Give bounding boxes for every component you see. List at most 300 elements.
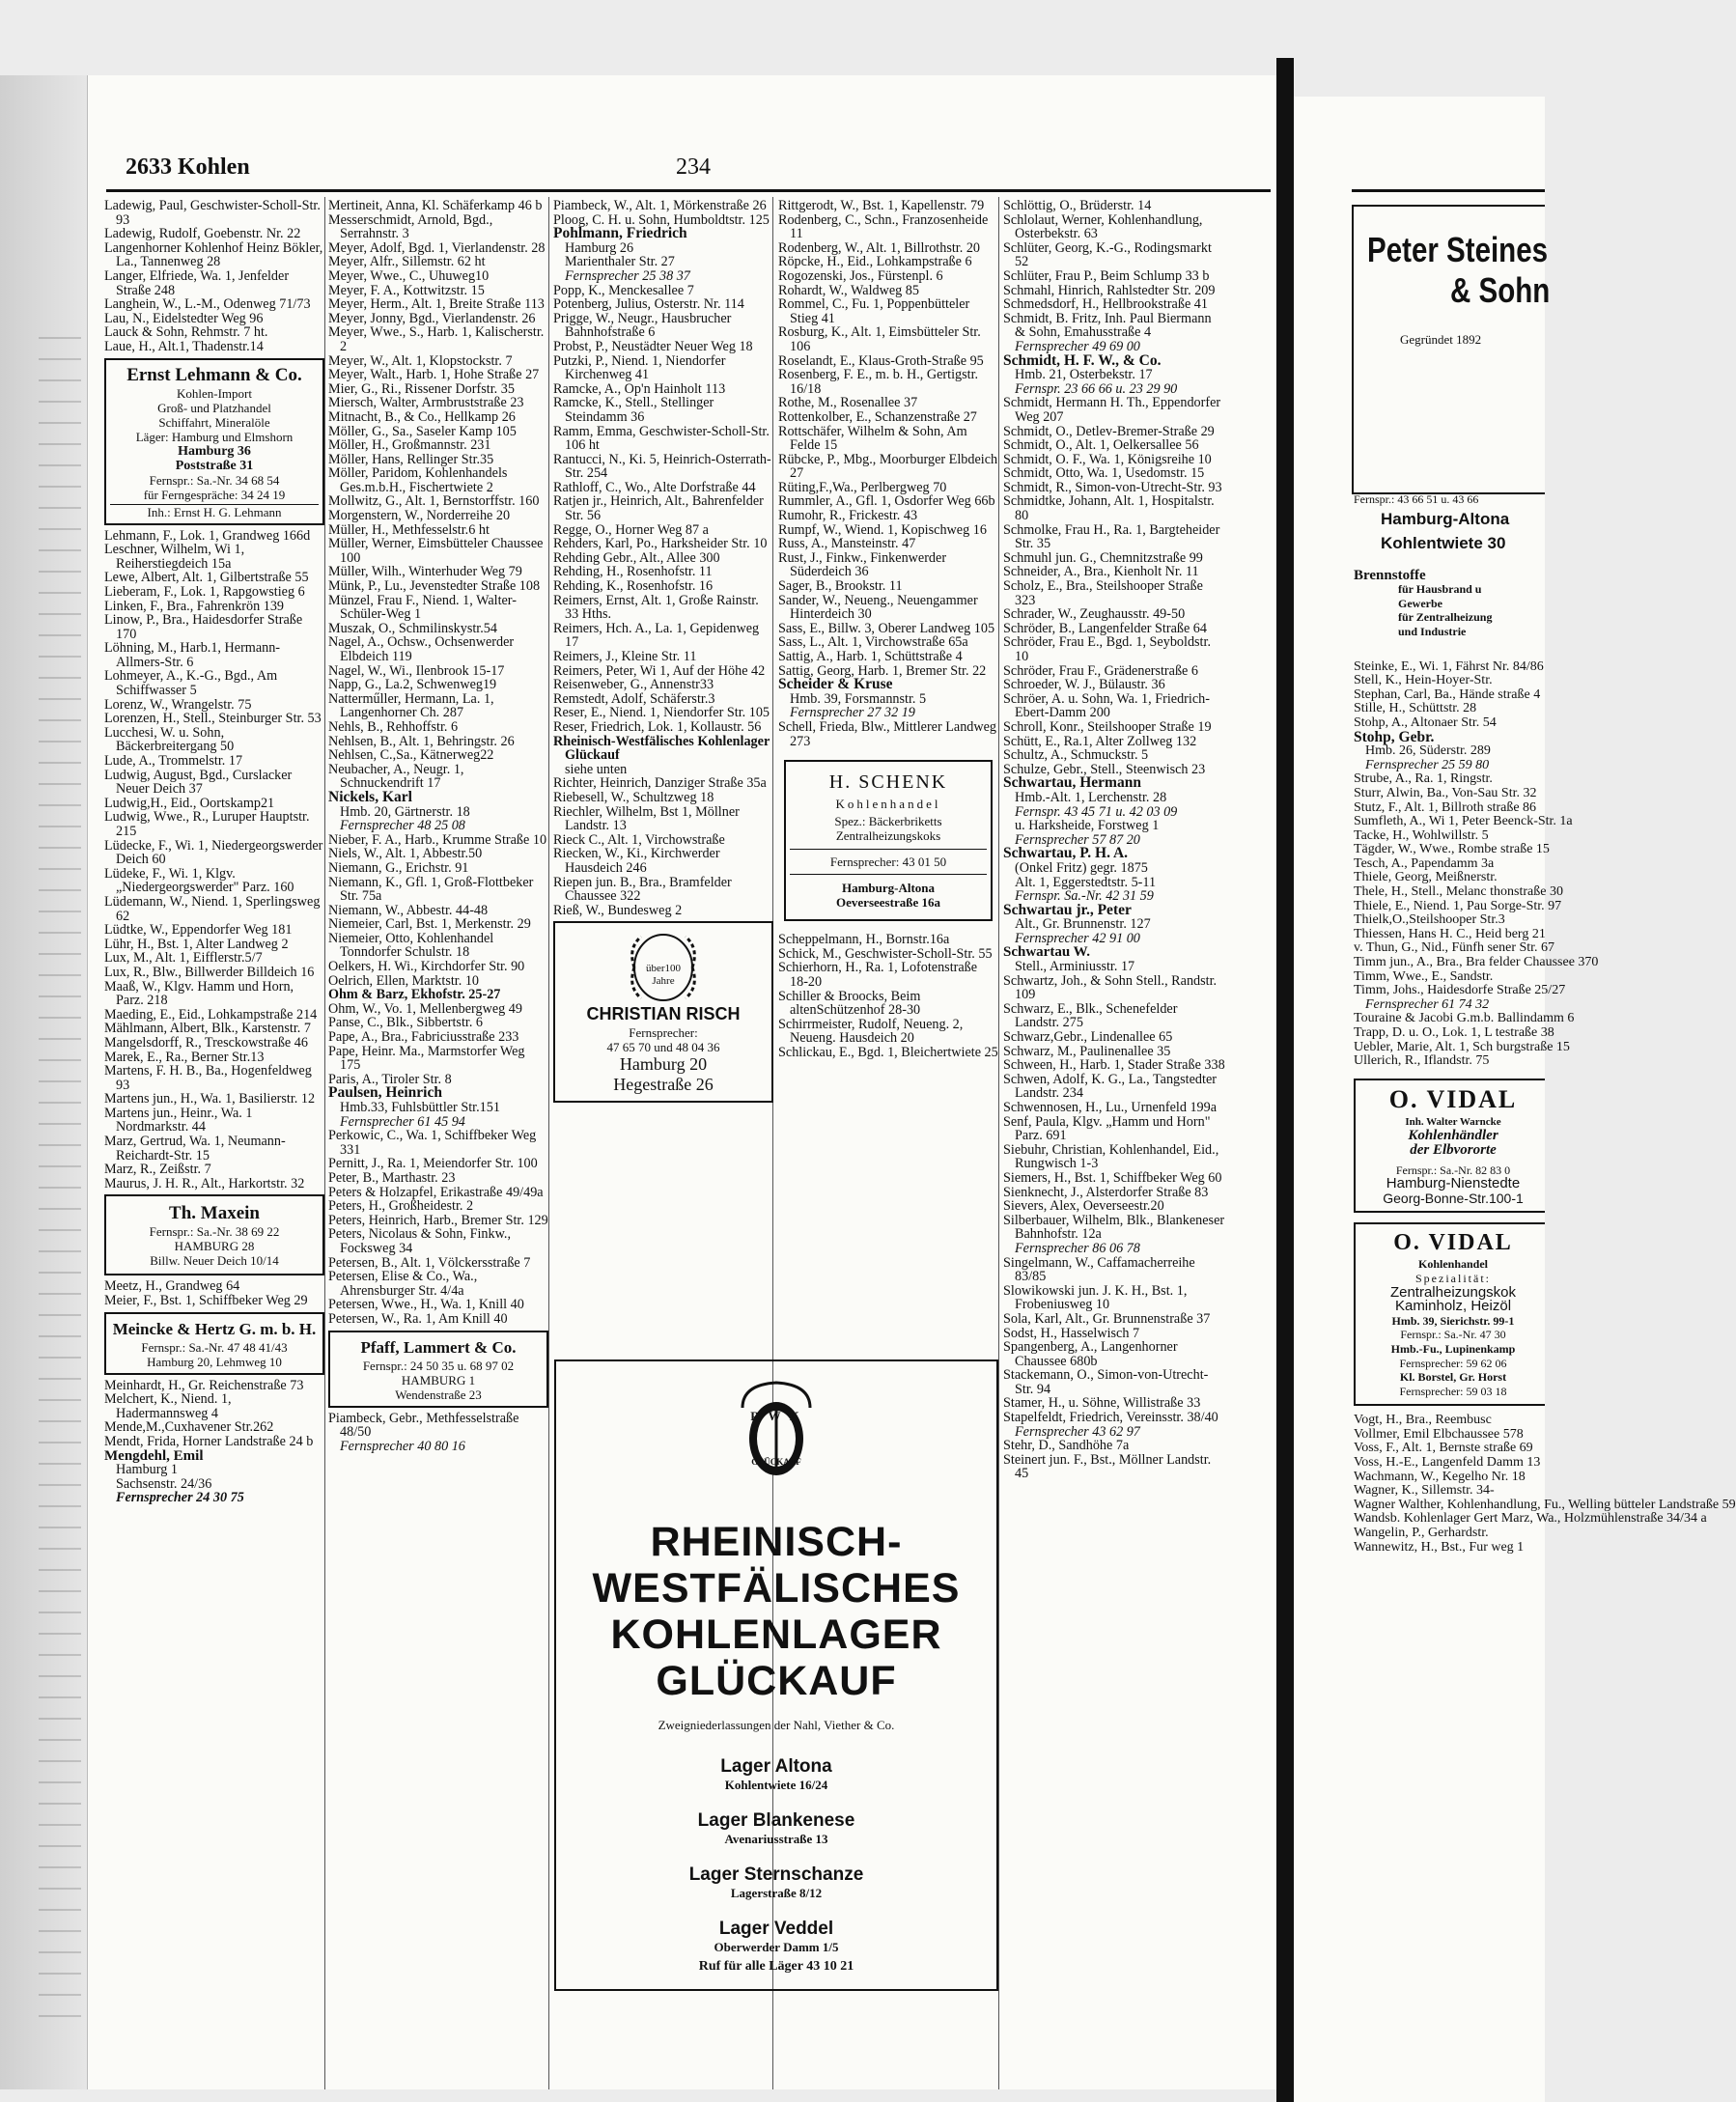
list-item: Schlüter, Georg, K.-G., Rodingsmarkt 52 bbox=[1003, 239, 1212, 270]
list-item: Niemeier, Carl, Bst. 1, Merkenstr. 29 bbox=[328, 916, 531, 933]
list-item: Lüdemann, W., Niend. 1, Sperlingsweg 62 bbox=[104, 893, 321, 924]
list-item: Münk, P., Lu., Jevenstedter Straße 108 bbox=[328, 578, 541, 595]
ad-line: Hamburg-Altona bbox=[1381, 509, 1510, 528]
column-2 bbox=[328, 199, 548, 1453]
list-item: Panse, C., Blk., Sibbertstr. 6 bbox=[328, 1015, 484, 1031]
list-item: Lüdeke, F., Wi. 1, Klgv. „Niedergeorgswerder" Parz. 160 bbox=[104, 865, 294, 896]
list-item: Wagner, K., Sillemstr. 34- bbox=[1354, 1483, 1495, 1499]
entry-list bbox=[553, 199, 773, 227]
ad-line: Fernsprecher: 59 62 06 bbox=[1399, 1356, 1507, 1370]
lager-name: Lager Sternschanze bbox=[688, 1864, 864, 1885]
list-item: Meyer, F. A., Kottwitzstr. 15 bbox=[328, 282, 485, 298]
ad-line: Fernsprecher: 59 03 18 bbox=[1399, 1384, 1507, 1398]
list-item: Paris, A., Tiroler Str. 8 bbox=[328, 1071, 452, 1087]
list-item: Martens jun., Heinr., Wa. 1 Nordmarkstr. 44 bbox=[104, 1105, 253, 1135]
listing-line: Fernspr. Sa.-Nr. 42 31 59 bbox=[1015, 888, 1154, 905]
list-item: Rehders, Karl, Po., Harksheider Str. 10 bbox=[553, 536, 768, 552]
ad-title: Meincke & Hertz G. m. b. H. bbox=[112, 1319, 317, 1338]
ad-line: Fernspr.: Sa.-Nr. 47 30 bbox=[1400, 1328, 1506, 1342]
list-item: Sattig, A., Harb. 1, Schüttstraße 4 bbox=[778, 649, 963, 664]
list-item: Lehmann, F., Lok. 1, Grandweg 166d bbox=[104, 527, 311, 544]
ad-line: Kaminholz, Heizöl bbox=[1394, 1298, 1512, 1315]
ad-line: Oeverseestraße 16a bbox=[836, 895, 940, 911]
list-item: Lauck & Sohn, Rehmstr. 7 ht. bbox=[104, 324, 268, 341]
list-item-phone: Fernsprecher 61 74 32 bbox=[1365, 996, 1490, 1012]
list-item: Perkowic, C., Wa. 1, Schiffbeker Weg 331 bbox=[328, 1128, 537, 1158]
list-item: Wangelin, P., Gerhardstr. bbox=[1354, 1526, 1489, 1541]
list-item: Melchert, K., Niend. 1, Hadermannsweg 4 bbox=[104, 1391, 232, 1421]
ad-title: & Sohn bbox=[1450, 270, 1551, 310]
ad-line: Fernspr.: Sa.-Nr. 38 69 22 bbox=[149, 1224, 280, 1240]
list-item: Senf, Paula, Klgv. „Hamm und Horn" Parz. 691 bbox=[1003, 1113, 1211, 1144]
list-item: Natterműller, Hermann, La. 1, Langenhorner Ch. 287 bbox=[328, 690, 494, 721]
ad-title-line: KOHLENLAGER bbox=[610, 1612, 942, 1658]
ad-line: Gegründet 1892 bbox=[1400, 332, 1482, 347]
list-item: Mendt, Frida, Horner Landstraße 24 b bbox=[104, 1434, 314, 1449]
list-item: Thele, H., Stell., Melanc thonstraße 30 bbox=[1354, 884, 1563, 900]
list-item: Rodenberg, W., Alt. 1, Billrothstr. 20 bbox=[778, 239, 981, 256]
list-item-bold: Mengdehl, Emil bbox=[104, 1447, 204, 1464]
ad-line: Spez.: Bäckerbriketts bbox=[834, 814, 942, 829]
entry-list bbox=[328, 833, 548, 1087]
list-item: Lau, N., Eidelstedter Weg 96 bbox=[104, 310, 264, 326]
list-item: Uebler, Marie, Alt. 1, Sch burgstraße 15 bbox=[1354, 1039, 1570, 1054]
list-item: Stehr, D., Sandhöhe 7a bbox=[1003, 1438, 1130, 1454]
list-item: Reimers, Ernst, Alt. 1, Große Rainstr. 33 Hths. bbox=[553, 592, 759, 623]
column-divider bbox=[324, 197, 325, 2089]
list-item: Laue, H., Alt.1, Thadenstr.14 bbox=[104, 338, 264, 354]
lager-address: Avenariusstraße 13 bbox=[724, 1832, 828, 1846]
list-item: Nehls, B., Rehhoffstr. 6 bbox=[328, 718, 459, 735]
list-item: Peters, Nicolaus & Sohn, Finkw., Focksweg 34 bbox=[328, 1226, 512, 1256]
ad-line: Brennstoffe bbox=[1354, 567, 1426, 583]
ad-line: Groß- und Platzhandel bbox=[157, 400, 271, 415]
list-item: Oelrich, Ellen, Marktstr. 10 bbox=[328, 972, 480, 989]
listing-line: Fernsprecher 61 45 94 bbox=[340, 1113, 465, 1130]
list-item-phone: Fernsprecher 86 06 78 bbox=[1015, 1240, 1140, 1256]
page-header bbox=[126, 154, 1271, 193]
list-item: Wachmann, W., Kegelho Nr. 18 bbox=[1354, 1469, 1526, 1484]
list-item: Petersen, W., Ra. 1, Am Knill 40 bbox=[328, 1310, 508, 1327]
list-item: Reimers, Peter, Wi 1, Auf der Höhe 42 bbox=[553, 662, 766, 679]
list-item-phone: Fernsprecher 49 69 00 bbox=[1015, 338, 1140, 354]
ad-line: Kohlenhandel bbox=[1417, 1257, 1489, 1272]
listing-line: (Onkel Fritz) gegr. 1875 bbox=[1015, 859, 1148, 876]
list-item: Langhein, W., L.-M., Odenweg 71/73 bbox=[104, 296, 311, 313]
lager-name: Lager Altona bbox=[720, 1756, 832, 1777]
list-item: Schwen, Adolf, K. G., La., Tangstedter Landstr. 234 bbox=[1003, 1071, 1217, 1102]
list-item: Möller, Paridom, Kohlenhandels Ges.m.b.H., Fischertwiete 2 bbox=[328, 465, 508, 495]
list-item: Sienknecht, J., Alsterdorfer Straße 83 bbox=[1003, 1184, 1209, 1200]
list-item: Lewe, Albert, Alt. 1, Gilbertstraße 55 bbox=[104, 570, 309, 586]
ad-line: Inh.: Ernst H. G. Lehmann bbox=[110, 504, 319, 519]
listing-name: Pohlmann, Friedrich bbox=[553, 225, 687, 242]
list-item: Voss, H.-E., Langenfeld Damm 13 bbox=[1354, 1455, 1541, 1471]
list-item: Ladewig, Rudolf, Goebenstr. Nr. 22 bbox=[104, 226, 301, 242]
list-item: Schröder, B., Langenfelder Straße 64 bbox=[1003, 620, 1207, 636]
list-item: Richter, Heinrich, Danziger Straße 35a bbox=[553, 775, 767, 792]
list-item: Popp, K., Menckesallee 7 bbox=[553, 282, 694, 298]
ad-subtitle: Zweigniederlassungen der Nahl, Viether & Co. bbox=[658, 1718, 895, 1732]
ad-phone: Ruf für alle Läger 43 10 21 bbox=[698, 1959, 854, 1974]
list-item: Stackemann, O., Simon-von-Utrecht-Str. 94 bbox=[1003, 1367, 1209, 1397]
listing-line: Fernsprecher 57 87 20 bbox=[1015, 831, 1140, 848]
ad-line: Hamburg-Altona bbox=[841, 881, 936, 896]
list-item: Trapp, D. u. O., Lok. 1, L testraße 38 bbox=[1354, 1025, 1554, 1040]
list-item: Schmidt, O., Alt. 1, Oelkersallee 56 bbox=[1003, 437, 1199, 454]
list-item: Meier, F., Bst. 1, Schiffbeker Weg 29 bbox=[104, 1293, 308, 1309]
list-item: Sodst, H., Hasselwisch 7 bbox=[1003, 1325, 1140, 1341]
list-item: Niemeier, Otto, Kohlenhandel Tonndorfer Schulstr. 18 bbox=[328, 930, 494, 961]
list-item: Thiele, E., Niend. 1, Pau Sorge-Str. 97 bbox=[1354, 898, 1562, 913]
list-item: Miersch, Walter, Armbruststraße 23 bbox=[328, 395, 524, 411]
ad-line: Kohlen-Import bbox=[177, 385, 252, 401]
entry-list bbox=[778, 933, 998, 1059]
ad-line: Schiffahrt, Mineralöle bbox=[158, 414, 270, 430]
ad-title: Ernst Lehmann & Co. bbox=[126, 364, 302, 385]
list-item: Remstedt, Adolf, Schäferstr.3 bbox=[553, 690, 715, 707]
listing-line: Fernspr. 23 66 66 u. 23 29 90 bbox=[1015, 380, 1178, 397]
entry-list bbox=[1003, 199, 1225, 354]
ad-line: Georg-Bonne-Str.100-1 bbox=[1383, 1190, 1524, 1206]
ad-line: Fernspr.: 43 66 51 u. 43 66 bbox=[1354, 492, 1479, 506]
list-item: Rüting,F.,Wa., Perlbergweg 70 bbox=[778, 479, 947, 495]
entry-list bbox=[1003, 396, 1225, 776]
list-item: Reimers, J., Kleine Str. 11 bbox=[553, 649, 697, 664]
list-item: Strube, A., Ra. 1, Ringstr. bbox=[1354, 771, 1493, 787]
list-item: Reimers, Hch. A., La. 1, Gepidenweg 17 bbox=[553, 620, 760, 651]
list-item: Schierhorn, H., Ra. 1, Lofotenstraße 18-20 bbox=[778, 960, 978, 990]
list-item: Stohp, A., Altonaer Str. 54 bbox=[1354, 715, 1497, 730]
list-item: Voss, F., Alt. 1, Bernste straße 69 bbox=[1354, 1441, 1533, 1456]
list-item: Fernsprecher 25 59 80 bbox=[1365, 757, 1490, 772]
left-edge-ticks bbox=[39, 328, 81, 2018]
listing-line: u. Harksheide, Forstweg 1 bbox=[1015, 818, 1160, 834]
list-item: Hmb. 26, Süderstr. 289 bbox=[1365, 743, 1491, 759]
listing-name: Schwartau, P. H. A. bbox=[1003, 845, 1129, 862]
list-item: Schlickau, E., Bgd. 1, Bleichertwiete 25 bbox=[778, 1044, 998, 1060]
list-item: Pape, A., Bra., Fabriciusstraße 233 bbox=[328, 1029, 519, 1046]
list-item: Nagel, W., Wi., Ilenbrook 15-17 bbox=[328, 662, 505, 679]
ad-ernst-lehmann bbox=[104, 358, 324, 525]
listing-pohlmann bbox=[553, 227, 773, 283]
ad-line: für Ferngespräche: 34 24 19 bbox=[143, 487, 286, 502]
list-item: Mende,M.,Cuxhavener Str.262 bbox=[104, 1419, 274, 1436]
list-item: Schmidt, O. F., Wa. 1, Königsreihe 10 bbox=[1003, 451, 1212, 467]
list-item: Sumfleth, A., Wi 1, Peter Beenck-Str. 1a bbox=[1354, 814, 1573, 829]
lager-name: Lager Blankenese bbox=[697, 1810, 855, 1831]
list-item: Mangelsdorff, R., Tresckowstraße 46 bbox=[104, 1034, 308, 1051]
list-item: Peters & Holzapfel, Erikastraße 49/49a bbox=[328, 1184, 544, 1200]
list-item: Steinke, E., Wi. 1, Fährst Nr. 84/86 bbox=[1354, 659, 1544, 674]
list-item: Napp, G., La.2, Schwenweg19 bbox=[328, 677, 497, 693]
list-item: Tacke, H., Wohlwillstr. 5 bbox=[1354, 827, 1489, 843]
listing-line: Hmb. 21, Osterbekstr. 17 bbox=[1015, 367, 1153, 383]
list-item: Sattig, Georg, Harb. 1, Bremer Str. 22 bbox=[778, 662, 987, 679]
list-item: Singelmann, W., Caffamacherreihe 83/85 bbox=[1003, 1254, 1195, 1285]
list-item: Langer, Elfriede, Wa. 1, Jenfelder Straße 248 bbox=[104, 267, 290, 298]
list-item: Potenberg, Julius, Osterstr. Nr. 114 bbox=[553, 296, 744, 313]
listing-line: Hmb. 39, Forsmannstr. 5 bbox=[790, 690, 927, 707]
list-item: Russ, A., Mansteinstr. 47 bbox=[778, 536, 916, 552]
column-5 bbox=[1003, 199, 1225, 1481]
list-item: Timm jun., A., Bra., Bra felder Chaussee 370 bbox=[1354, 955, 1599, 970]
list-item: Stell., Arminiusstr. 17 bbox=[1015, 959, 1135, 975]
list-item: Wannewitz, H., Bst., Fur weg 1 bbox=[1354, 1539, 1525, 1555]
list-item: Schulze, Gebr., Stell., Steenwisch 23 bbox=[1003, 761, 1206, 777]
ad-line: HAMBURG 1 bbox=[401, 1372, 476, 1387]
ad-o-vidal-2 bbox=[1354, 1222, 1545, 1406]
list-item: Peter, B., Marthastr. 23 bbox=[328, 1169, 456, 1186]
listing-line: Fernspr. 43 45 71 u. 42 03 09 bbox=[1015, 803, 1178, 820]
list-item: Sachsenstr. 24/36 bbox=[116, 1475, 212, 1492]
list-item: Meyer, Jonny, Bgd., Vierlandenstr. 26 bbox=[328, 310, 536, 326]
section-page-code: 2633 Kohlen bbox=[126, 154, 250, 180]
list-item: Schlolaut, Werner, Kohlenhandlung, Osterbekstr. 63 bbox=[1003, 211, 1203, 242]
list-item: Stell, K., Hein-Hoyer-Str. bbox=[1354, 673, 1493, 688]
list-item: Lieberam, F., Lok. 1, Rapgowstieg 6 bbox=[104, 583, 305, 600]
logo-text: GLÜCKAUF bbox=[751, 1457, 801, 1467]
column-1 bbox=[104, 199, 324, 1505]
ad-title: H. SCHENK bbox=[828, 771, 948, 794]
ad-th-maxein bbox=[104, 1194, 324, 1275]
list-item: Ploog, C. H. u. Sohn, Humboldtstr. 125 bbox=[553, 211, 770, 228]
list-item: Rottenkolber, E., Schanzenstraße 27 bbox=[778, 408, 977, 425]
list-item: Ladewig, Paul, Geschwister-Scholl-Str. 93 bbox=[104, 198, 321, 228]
ad-line: HAMBURG 28 bbox=[174, 1239, 255, 1254]
list-item: Reser, Friedrich, Lok. 1, Kollaustr. 56 bbox=[553, 718, 762, 735]
header-rule bbox=[106, 189, 1271, 192]
list-item: Schween, H., Harb. 1, Stader Straße 338 bbox=[1003, 1057, 1225, 1074]
list-item: Niels, W., Alt. 1, Abbestr.50 bbox=[328, 846, 483, 862]
list-item: Thiele, Georg, Meißnerstr. bbox=[1354, 870, 1498, 885]
listing-line: Hamburg 26 bbox=[565, 239, 634, 256]
listing-line: Fernsprecher 42 91 00 bbox=[1015, 930, 1140, 946]
entry-list bbox=[1354, 659, 1599, 1069]
facing-page-top-rule bbox=[1352, 189, 1545, 192]
list-item: Rieck C., Alt. 1, Virchowstraße bbox=[553, 831, 725, 848]
book-gutter bbox=[1276, 58, 1294, 2102]
list-item: Rosenberg, F. E., m. b. H., Gertigstr. 16/18 bbox=[778, 367, 979, 397]
ad-peter-steines bbox=[1352, 205, 1551, 494]
list-item: Rust, J., Finkw., Finkenwerder Süderdeich 36 bbox=[778, 549, 947, 580]
list-item: Linken, F., Bra., Fahrenkrön 139 bbox=[104, 598, 285, 614]
list-item: Peters, Heinrich, Harb., Bremer Str. 129 bbox=[328, 1212, 548, 1228]
list-item: Schmahl, Hinrich, Rahlstedter Str. 209 bbox=[1003, 282, 1216, 298]
list-item: Mollwitz, G., Alt. 1, Bernstorffstr. 160 bbox=[328, 493, 540, 510]
ad-title: Pfaff, Lammert & Co. bbox=[360, 1337, 517, 1357]
list-item: Löhning, M., Harb.1, Hermann-Allmers-Str. 6 bbox=[104, 640, 281, 670]
ad-christian-risch bbox=[553, 921, 773, 1103]
listing-line: Alt., Gr. Brunnenstr. 127 bbox=[1015, 916, 1151, 933]
list-item: Neubacher, A., Neugr. 1, Schnuckendrift 17 bbox=[328, 761, 464, 792]
list-item: Rothe, M., Rosenallee 37 bbox=[778, 395, 918, 411]
list-item: Lucchesi, W. u. Sohn, Bäckerbreitergang 50 bbox=[104, 724, 235, 755]
ad-line: Fernspr.: 24 50 35 u. 68 97 02 bbox=[362, 1358, 515, 1373]
list-item: Schmidt, B. Fritz, Inh. Paul Biermann & Sohn, Emahusstraße 4 bbox=[1003, 310, 1212, 341]
list-item: Scholz, E., Bra., Steilshooper Straße 323 bbox=[1003, 578, 1203, 608]
list-item: Schwennosen, H., Lu., Urnenfeld 199a bbox=[1003, 1100, 1218, 1115]
list-item: Tägder, W., Wwe., Rombe straße 15 bbox=[1354, 842, 1550, 857]
list-item: Touraine & Jacobi G.m.b. Ballindamm 6 bbox=[1354, 1011, 1575, 1026]
list-item: Vogt, H., Bra., Reembusc bbox=[1354, 1413, 1492, 1428]
list-item: Schröder, Frau F., Grädenerstraße 6 bbox=[1003, 662, 1198, 679]
list-item: Schroeder, W. J., Bülaustr. 36 bbox=[1003, 677, 1165, 693]
list-item: Maaß, W., Klgv. Hamm und Horn, Parz. 218 bbox=[104, 978, 294, 1009]
list-item: Slowikowski jun. J. K. H., Bst. 1, Frobeniusweg 10 bbox=[1003, 1282, 1188, 1313]
ad-title: O. VIDAL bbox=[1388, 1084, 1518, 1113]
list-item: Wagner Walther, Kohlenhandlung, Fu., Welling bütteler Landstraße 59 bbox=[1354, 1497, 1736, 1512]
ad-line: Hamburg 36 bbox=[178, 443, 251, 459]
list-item: Sola, Karl, Alt., Gr. Brunnenstraße 37 bbox=[1003, 1310, 1211, 1327]
listing-line: Fernsprecher 27 32 19 bbox=[790, 705, 915, 721]
list-item: Timm, Johs., Haidesdorfe Straße 25/27 bbox=[1354, 983, 1566, 998]
list-item: Sievers, Alex, Oeverseestr.20 bbox=[1003, 1198, 1164, 1215]
list-item: Rohardt, W., Waldweg 85 bbox=[778, 282, 919, 298]
list-item: Schmuhl jun. G., Chemnitzstraße 99 bbox=[1003, 549, 1203, 566]
ad-title: Th. Maxein bbox=[169, 1203, 260, 1224]
list-item: Schütt, E., Ra.1, Alter Zollweg 132 bbox=[1003, 733, 1197, 749]
column-divider bbox=[548, 197, 549, 2089]
lager-address: Lagerstraße 8/12 bbox=[730, 1886, 823, 1900]
column-3 bbox=[553, 199, 773, 1107]
list-item: Rommel, C., Fu. 1, Poppenbütteler Stieg 41 bbox=[778, 296, 970, 326]
entry-list bbox=[553, 284, 773, 918]
list-item-phone: Fernsprecher 43 62 97 bbox=[1015, 1423, 1140, 1440]
ad-line: Läger: Hamburg und Elmshorn bbox=[135, 429, 294, 444]
ad-line: Kohlentwiete 30 bbox=[1381, 533, 1506, 552]
list-item: Lohmeyer, A., K.-G., Bgd., Am Schiffwasser 5 bbox=[104, 668, 278, 699]
ad-title: Peter Steines bbox=[1367, 230, 1549, 269]
list-item: Sturr, Alwin, Ba., Von-Sau Str. 32 bbox=[1354, 785, 1537, 800]
list-item: Probst, P., Neustädter Neuer Weg 18 bbox=[553, 338, 753, 354]
list-item: Schrader, W., Zeughausstr. 49-50 bbox=[1003, 606, 1186, 623]
list-item: Meyer, Walt., Harb. 1, Hohe Straße 27 bbox=[328, 367, 540, 383]
list-item: Lux, M., Alt. 1, Eifflerstr.5/7 bbox=[104, 950, 263, 967]
list-item: Lorenz, W., Wrangelstr. 75 bbox=[104, 696, 252, 713]
listing-name: Scheider & Kruse bbox=[778, 676, 893, 693]
list-item: Prigge, W., Neugr., Hausbrucher Bahnhofstraße 6 bbox=[553, 310, 732, 341]
list-item: Meyer, Herm., Alt. 1, Breite Straße 113 bbox=[328, 296, 545, 313]
list-item: Maeding, E., Eid., Lohkampstraße 214 bbox=[104, 1006, 318, 1023]
list-item: Niemann, K., Gfl. 1, Groß-Flottbeker Str. 75a bbox=[328, 874, 534, 905]
listing-line: Fernsprecher 48 25 08 bbox=[340, 818, 465, 834]
entry-list bbox=[104, 1379, 324, 1505]
list-item: Putzki, P., Niend. 1, Niendorfer Kirchenweg 41 bbox=[553, 352, 726, 383]
list-item: Möller, Hans, Rellinger Str.35 bbox=[328, 451, 494, 467]
list-item: Morgenstern, W., Norderreihe 20 bbox=[328, 508, 511, 524]
list-item: Piambeck, Gebr., Methfesselstraße 48/50 bbox=[328, 1410, 519, 1441]
entry-list bbox=[778, 720, 998, 748]
listing-schwartau-hermann bbox=[1003, 776, 1225, 847]
ad-meincke-hertz bbox=[104, 1312, 324, 1375]
listing-nickels bbox=[328, 788, 548, 834]
list-item: Schirrmeister, Rudolf, Neueng. 2, Neueng. Hausdeich 20 bbox=[778, 1016, 964, 1047]
entry-list bbox=[1354, 1413, 1736, 1555]
list-item: Mählmann, Albert, Blk., Karstenstr. 7 bbox=[104, 1021, 311, 1037]
list-item: Sager, B., Brookstr. 11 bbox=[778, 578, 903, 595]
list-item: Siemers, H., Bst. 1, Schiffbeker Weg 60 bbox=[1003, 1169, 1222, 1186]
list-item: Schwartz, Joh., & Sohn Stell., Randstr. 109 bbox=[1003, 972, 1218, 1003]
list-item: siehe unten bbox=[565, 761, 628, 777]
list-item: Nehlsen, C.,Sa., Kätnerweg22 bbox=[328, 747, 494, 764]
entry-list bbox=[328, 1129, 548, 1326]
ad-line: Kl. Borstel, Gr. Horst bbox=[1399, 1370, 1507, 1385]
list-item: Schmedsdorf, H., Hellbrookstraße 41 bbox=[1003, 296, 1208, 313]
ad-line: und Industrie bbox=[1398, 624, 1467, 638]
list-item: Münzel, Frau F., Niend. 1, Walter-Schüler-Weg 1 bbox=[328, 592, 517, 623]
list-item: Schroll, Konr., Steilshooper Straße 19 bbox=[1003, 718, 1212, 735]
list-item: Meetz, H., Grandweg 64 bbox=[104, 1278, 240, 1295]
ad-line: Hmb.-Fu., Lupinenkamp bbox=[1390, 1341, 1516, 1356]
list-item: Schultz, A., Schmuckstr. 5 bbox=[1003, 747, 1149, 764]
list-item: Schiller & Broocks, Beim altenSchützenhof 28-30 bbox=[778, 988, 921, 1019]
list-item: Rumohr, R., Frickestr. 43 bbox=[778, 508, 918, 524]
list-item: Rheinisch-Westfälisches Kohlenlager Glückauf bbox=[553, 733, 770, 764]
ad-line: Spezialität: bbox=[1415, 1271, 1491, 1285]
list-item: Niemann, G., Erichstr. 91 bbox=[328, 859, 469, 876]
list-item: Peters, H., Großheidestr. 2 bbox=[328, 1198, 474, 1215]
entry-list bbox=[778, 199, 998, 678]
ad-line: Hamburg 20 bbox=[619, 1054, 708, 1075]
list-item-phone: Fernsprecher 24 30 75 bbox=[116, 1490, 244, 1506]
list-item: Marz, R., Zeißstr. 7 bbox=[104, 1162, 211, 1178]
column-divider bbox=[998, 197, 999, 2089]
list-item: Schick, M., Geschwister-Scholl-Str. 55 bbox=[778, 945, 993, 962]
list-item: Ramcke, K., Stell., Stellinger Steindamm 36 bbox=[553, 395, 714, 425]
ad-line: Poststraße 31 bbox=[175, 458, 254, 473]
list-item: Sander, W., Neueng., Neuengammer Hinterdeich 30 bbox=[778, 592, 978, 623]
list-item: Sass, L., Alt. 1, Virchowstraße 65a bbox=[778, 634, 968, 651]
list-item: Pape, Heinr. Ma., Marmstorfer Weg 175 bbox=[328, 1043, 525, 1074]
list-item: Ratjen jr., Heinrich, Alt., Bahrenfelder Str. 56 bbox=[553, 493, 764, 524]
list-item: Thiessen, Hans H. C., Heid berg 21 bbox=[1354, 926, 1546, 941]
list-item: Meyer, Alfr., Sillemstr. 62 ht bbox=[328, 254, 486, 270]
listing-schwartau-jr bbox=[1003, 901, 1225, 946]
list-item: Riecken, W., Ki., Kirchwerder Hausdeich 246 bbox=[553, 846, 720, 876]
listing-name: Schmidt, H. F. W., & Co. bbox=[1003, 351, 1162, 369]
logo-letters: R W K bbox=[750, 1409, 802, 1423]
list-item: Ludwig,H., Eid., Oortskamp21 bbox=[104, 795, 275, 811]
list-item: Ramcke, A., Op'n Hainholt 113 bbox=[553, 380, 726, 397]
list-item: Schwarz, E., Blk., Schenefelder Landstr. 275 bbox=[1003, 1000, 1178, 1031]
list-item: Nieber, F. A., Harb., Krumme Straße 10 bbox=[328, 831, 547, 848]
entry-list bbox=[104, 199, 324, 354]
list-item: Vollmer, Emil Elbchaussee 578 bbox=[1354, 1426, 1524, 1442]
ad-title: CHRISTIAN RISCH bbox=[586, 1004, 741, 1024]
list-item: Meyer, Adolf, Bgd. 1, Vierlandenstr. 28 bbox=[328, 239, 546, 256]
list-item: Röpcke, H., Eid., Lohkampstraße 6 bbox=[778, 254, 972, 270]
list-item: Timm, Wwe., E., Sandstr. bbox=[1354, 968, 1494, 984]
list-item: Silberbauer, Wilhelm, Blk., Blankeneser Bahnhofstr. 12a bbox=[1003, 1212, 1225, 1243]
ad-pfaff-lammert bbox=[328, 1331, 548, 1408]
list-item: Lorenzen, H., Stell., Steinburger Str. 53 bbox=[104, 711, 322, 727]
ad-line: Zentralheizungskok bbox=[1389, 1283, 1517, 1301]
list-item: Leschner, Wilhelm, Wi 1, Reiherstiegdeich 15a bbox=[104, 542, 245, 572]
list-item: Schmidt, Hermann H. Th., Eppendorfer Weg 207 bbox=[1003, 395, 1221, 425]
list-item: Schlüter, Frau P., Beim Schlump 33 b bbox=[1003, 267, 1210, 284]
list-item: Langenhorner Kohlenhof Heinz Bökler, La., Tannenweg 28 bbox=[104, 239, 323, 270]
list-item: Müller, Werner, Eimsbütteler Chaussee 100 bbox=[328, 536, 544, 566]
list-item: Mitnacht, B., & Co., Hellkamp 26 bbox=[328, 408, 516, 425]
list-item: Schneider, A., Bra., Kienholt Nr. 11 bbox=[1003, 564, 1199, 580]
list-item: Marek, E., Ra., Berner Str.13 bbox=[104, 1049, 265, 1065]
list-item: Rottschäfer, Wilhelm & Sohn, Am Felde 15 bbox=[778, 423, 967, 454]
list-item: Rehding, H., Rosenhofstr. 11 bbox=[553, 564, 713, 580]
entry-list bbox=[104, 529, 324, 1191]
list-item: Stille, H., Schüttstr. 28 bbox=[1354, 701, 1477, 716]
list-item: Riechler, Wilhelm, Bst 1, Möllner Landstr. 13 bbox=[553, 803, 740, 834]
